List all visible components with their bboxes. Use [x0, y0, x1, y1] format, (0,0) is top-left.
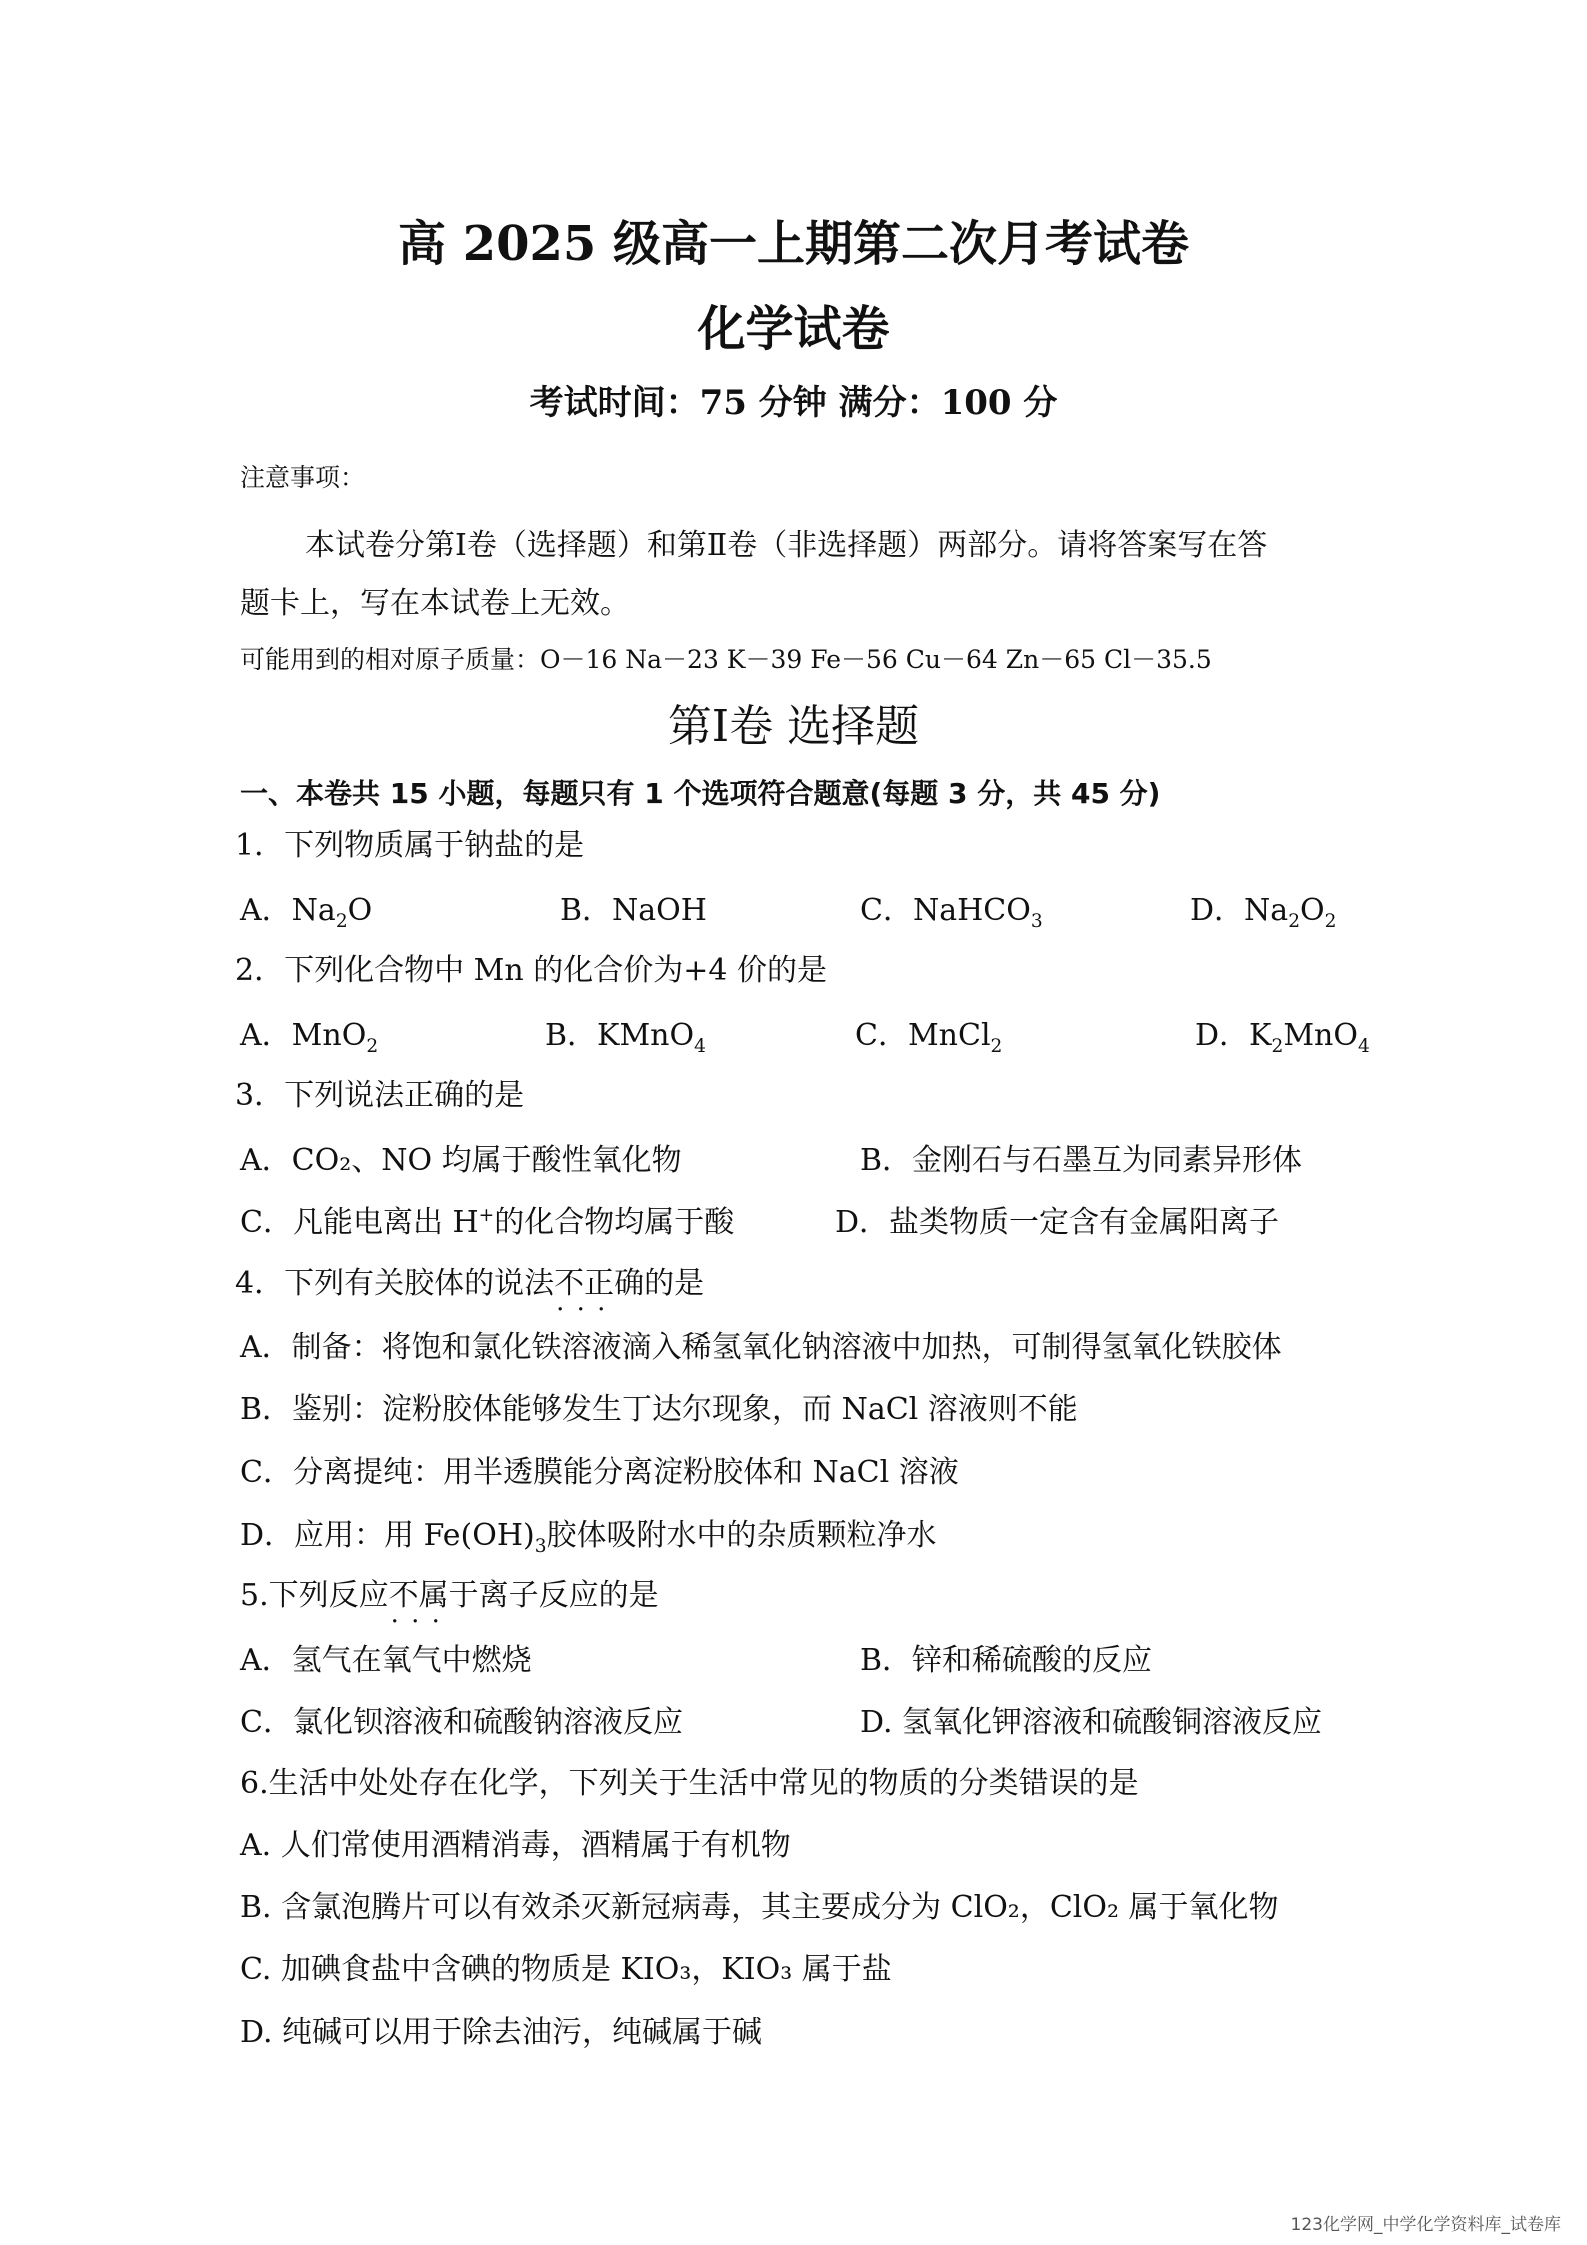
- question-1-option-d: D．$Na_2O_2$: [1190, 893, 1337, 932]
- question-3-option-d: D．盐类物质一定含有金属阳离子: [835, 1205, 1280, 1240]
- exam-subtitle: 化学试卷: [697, 301, 890, 357]
- notice-heading: 注意事项：: [240, 463, 366, 492]
- question-5-option-d: D. 氢氧化钾溶液和硫酸铜溶液反应: [860, 1705, 1323, 1740]
- question-1-stem: 1．下列物质属于钠盐的是: [235, 828, 585, 863]
- question-3-option-a: A．CO₂、NO 均属于酸性氧化物: [240, 1143, 682, 1178]
- question-6-option-b: B. 含氯泡腾片可以有效杀灭新冠病毒，其主要成分为 ClO₂，ClO₂ 属于氧化物: [240, 1890, 1279, 1925]
- question-6-stem: 6.生活中处处存在化学，下列关于生活中常见的物质的分类错误的是: [240, 1766, 1139, 1801]
- question-4-option-d: [240, 1510, 937, 1557]
- exam-info: 考试时间：75 分钟 满分：100 分: [529, 383, 1058, 423]
- atomic-masses: 可能用到的相对原子质量：O－16 Na－23 K－39 Fe－56 Cu－64 Zn－65 Cl－35.5: [240, 645, 1212, 674]
- question-6-option-a: A. 人们常使用酒精消毒，酒精属于有机物: [240, 1828, 791, 1863]
- question-4-stem-post: 的是: [644, 1266, 705, 1301]
- question-4-option-d-post: 胶体吸附水中的杂质颗粒净水: [546, 1518, 937, 1553]
- question-1-option-a: A．$Na_2O$: [240, 893, 373, 932]
- question-4-stem-pre: 4．下列有关胶体的说法: [235, 1266, 555, 1301]
- question-4-option-b: B．鉴别：淀粉胶体能够发生丁达尔现象，而 NaCl 溶液则不能: [240, 1392, 1078, 1427]
- question-4-option-d-pre: D．应用：用 Fe(OH): [240, 1518, 535, 1553]
- question-3-stem: 3．下列说法正确的是: [235, 1078, 525, 1113]
- question-2-option-d: D．$K_2MnO_4$: [1195, 1018, 1370, 1057]
- question-5-stem: [240, 1570, 659, 1614]
- question-5-emphasis: 不属于 · · ·: [389, 1578, 479, 1613]
- question-2-stem: 2．下列化合物中 Mn 的化合价为+4 价的是: [235, 953, 827, 988]
- question-3-option-b: B．金刚石与石墨互为同素异形体: [860, 1143, 1303, 1178]
- question-5-stem-post: 离子反应的是: [478, 1578, 659, 1613]
- watermark-text: 123化学网_中学化学资料库_试卷库: [1290, 2215, 1561, 2235]
- section-instruction: 一、本卷共 15 小题，每题只有 1 个选项符合题意(每题 3 分，共 45 分): [240, 777, 1161, 810]
- question-6-option-c: C. 加碘食盐中含碘的物质是 KIO₃，KIO₃ 属于盐: [240, 1952, 892, 1987]
- question-5-stem-pre: 5.下列反应: [240, 1578, 389, 1613]
- question-2-option-b: B．KMnO$_4$: [545, 1018, 706, 1057]
- question-4-option-c: C．分离提纯：用半透膜能分离淀粉胶体和 NaCl 溶液: [240, 1455, 959, 1490]
- question-6-option-d: D. 纯碱可以用于除去油污，纯碱属于碱: [240, 2015, 763, 2050]
- question-1-option-b: B．NaOH: [560, 893, 707, 928]
- question-2-option-a: A．MnO$_2$: [240, 1018, 379, 1057]
- notice-line-1: 本试卷分第Ⅰ卷（选择题）和第Ⅱ卷（非选择题）两部分。请将答案写在答: [305, 528, 1268, 563]
- question-5-option-b: B．锌和稀硫酸的反应: [860, 1643, 1153, 1678]
- question-4-option-d-sub: 3: [534, 1536, 547, 1557]
- section-title: 第Ⅰ卷 选择题: [667, 701, 920, 752]
- question-3-option-c: C．凡能电离出 H+的化合物均属于酸: [240, 1205, 735, 1240]
- exam-title: 高 2025 级高一上期第二次月考试卷: [397, 216, 1190, 272]
- question-5-option-a: A．氢气在氧气中燃烧: [240, 1643, 532, 1678]
- question-4-emphasis: 不正确 · · ·: [554, 1266, 644, 1301]
- notice-line-2: 题卡上，写在本试卷上无效。: [240, 586, 630, 621]
- question-2-option-c: C．MnCl$_2$: [855, 1018, 1003, 1057]
- question-4-option-a: A．制备：将饱和氯化铁溶液滴入稀氢氧化钠溶液中加热，可制得氢氧化铁胶体: [240, 1330, 1282, 1365]
- question-1-option-c: C．NaHCO$_3$: [860, 893, 1043, 932]
- question-5-option-c: C．氯化钡溶液和硫酸钠溶液反应: [240, 1705, 683, 1740]
- question-4-stem: [235, 1258, 704, 1302]
